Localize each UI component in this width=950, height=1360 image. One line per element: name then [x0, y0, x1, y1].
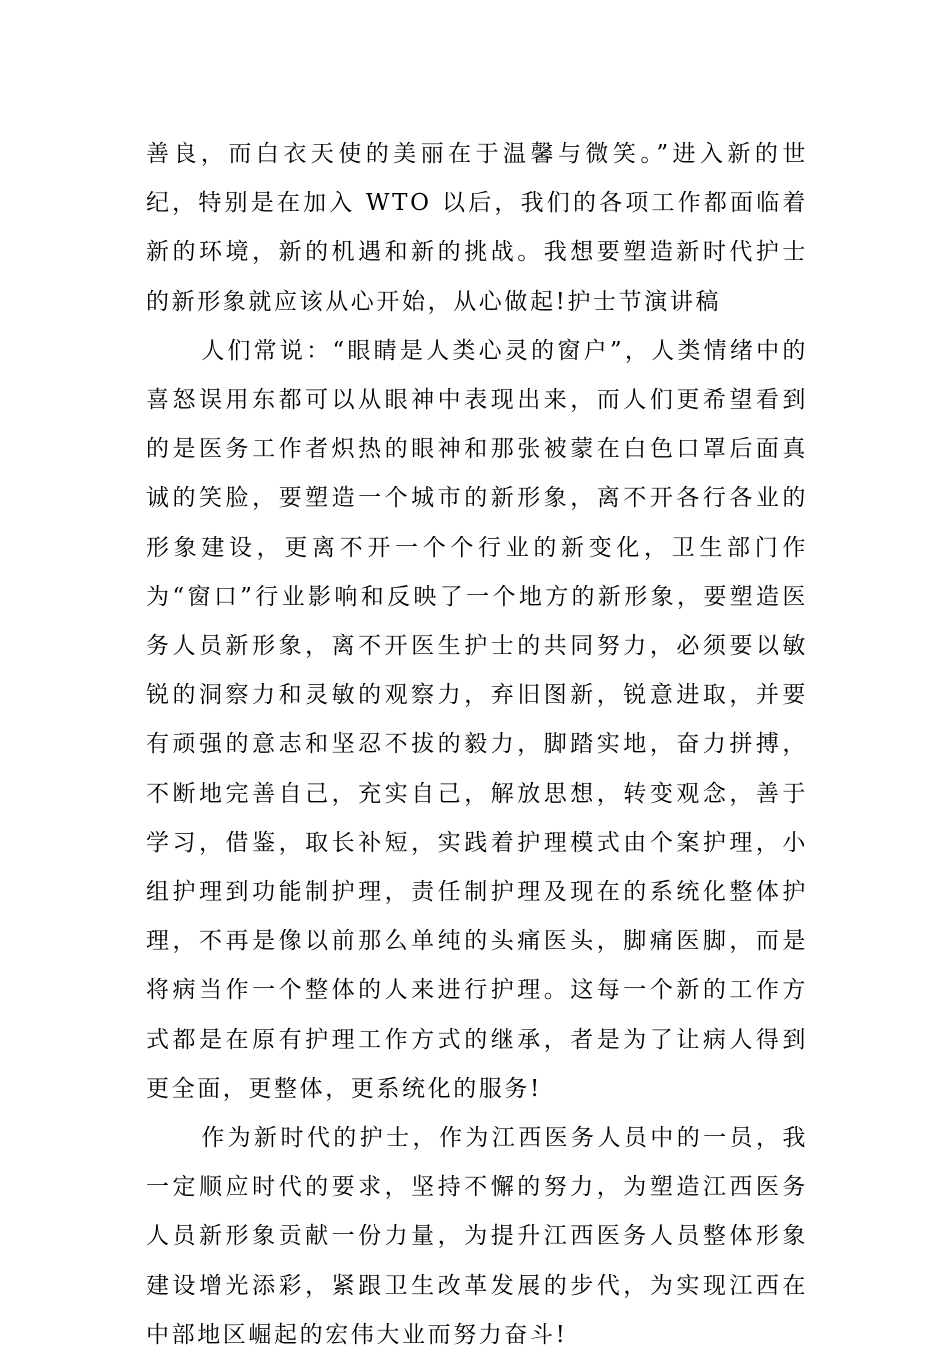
paragraph-continuation: 善良，而白衣天使的美丽在于温馨与微笑。”进入新的世纪，特别是在加入 WTO 以后，我们的各项工作都面临着新的环境，新的机遇和新的挑战。我想要塑造新时代护士的新形象就应该从心开始，从心做起!护士节演讲稿 [146, 141, 808, 315]
paragraph-eyes-window: 人们常说：“眼睛是人类心灵的窗户”，人类情绪中的喜怒误用东都可以从眼神中表现出来，而人们更希望看到的是医务工作者炽热的眼神和那张被蒙在白色口罩后面真诚的笑脸，要塑造一个城市的新形象，离不开各行各业的形象建设，更离不开一个个行业的新变化，卫生部门作为“窗口”行业影响和反映了一个地方的新形象，要塑造医务人员新形象，离不开医生护士的共同努力，必须要以敏锐的洞察力和灵敏的观察力，弃旧图新，锐意进取，并要有顽强的意志和坚忍不拔的毅力，脚踏实地，奋力拼搏，不断地完善自己，充实自己，解放思想，转变观念，善于学习，借鉴，取长补短，实践着护理模式由个案护理，小组护理到功能制护理，责任制护理及现在的系统化整体护理，不再是像以前那么单纯的头痛医头，脚痛医脚，而是将病当作一个整体的人来进行护理。这每一个新的工作方式都是在原有护理工作方式的继承，者是为了让病人得到更全面，更整体，更系统化的服务! [146, 337, 808, 1102]
document-body [146, 130, 808, 1360]
paragraph-conclusion: 作为新时代的护士，作为江西医务人员中的一员，我一定顺应时代的要求，坚持不懈的努力，为塑造江西医务人员新形象贡献一份力量，为提升江西医务人员整体形象建设增光添彩，紧跟卫生改革发展的步代，为实现江西在中部地区崛起的宏伟大业而努力奋斗! [146, 1125, 808, 1348]
